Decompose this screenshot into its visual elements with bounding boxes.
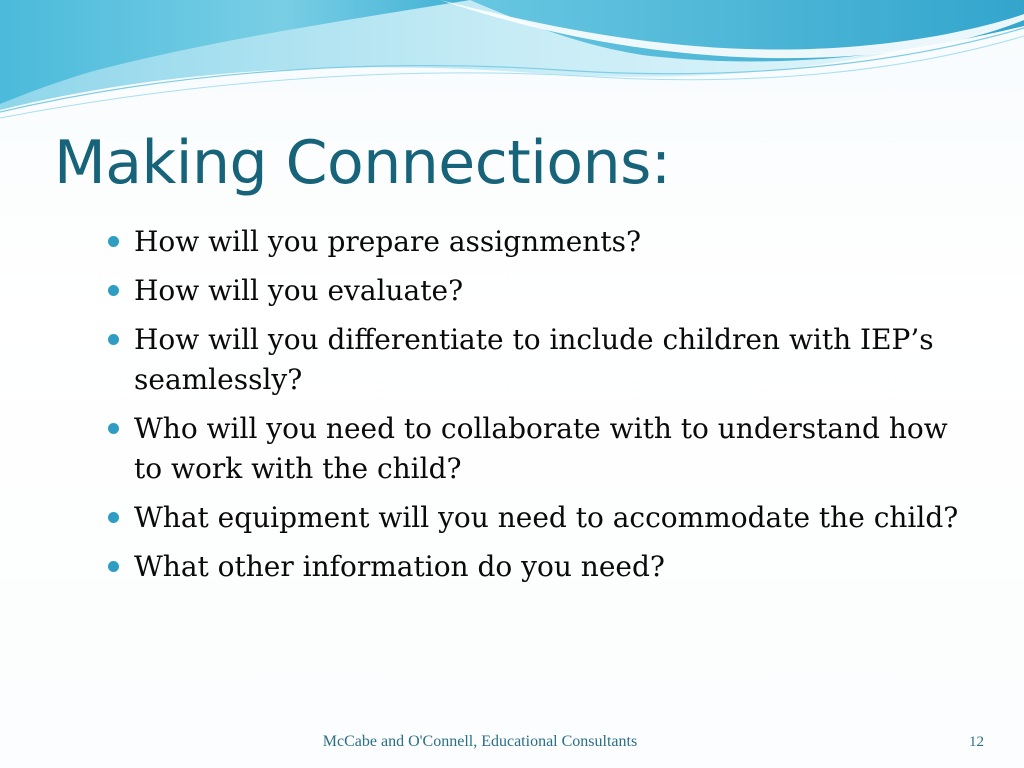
bullet-text: How will you evaluate? xyxy=(134,274,464,307)
bullet-list xyxy=(106,222,976,596)
bullet-marker-icon xyxy=(108,512,119,523)
slide-footer: McCabe and O'Connell, Educational Consultants xyxy=(322,733,638,750)
bullet-marker-icon xyxy=(108,285,119,296)
bullet-text: How will you prepare assignments? xyxy=(134,225,641,258)
slide-title: Making Connections: xyxy=(54,128,671,198)
bullet-text: Who will you need to collaborate with to understand how to work with the child? xyxy=(134,412,948,485)
slide-page-number: 12 xyxy=(969,734,984,750)
bullet-text: What equipment will you need to accommodate the child? xyxy=(134,501,959,534)
bullet-item xyxy=(106,547,976,587)
bullet-marker-icon xyxy=(108,561,119,572)
bullet-marker-icon xyxy=(108,423,119,434)
bullet-item xyxy=(106,222,976,262)
header-wave-decoration xyxy=(0,0,1024,130)
bullet-item xyxy=(106,409,976,489)
bullet-item xyxy=(106,498,976,538)
bullet-marker-icon xyxy=(108,236,119,247)
bullet-item xyxy=(106,271,976,311)
bullet-marker-icon xyxy=(108,334,119,345)
bullet-item xyxy=(106,320,976,400)
bullet-text: What other information do you need? xyxy=(134,550,665,583)
bullet-text: How will you differentiate to include children with IEP’s seamlessly? xyxy=(134,323,934,396)
